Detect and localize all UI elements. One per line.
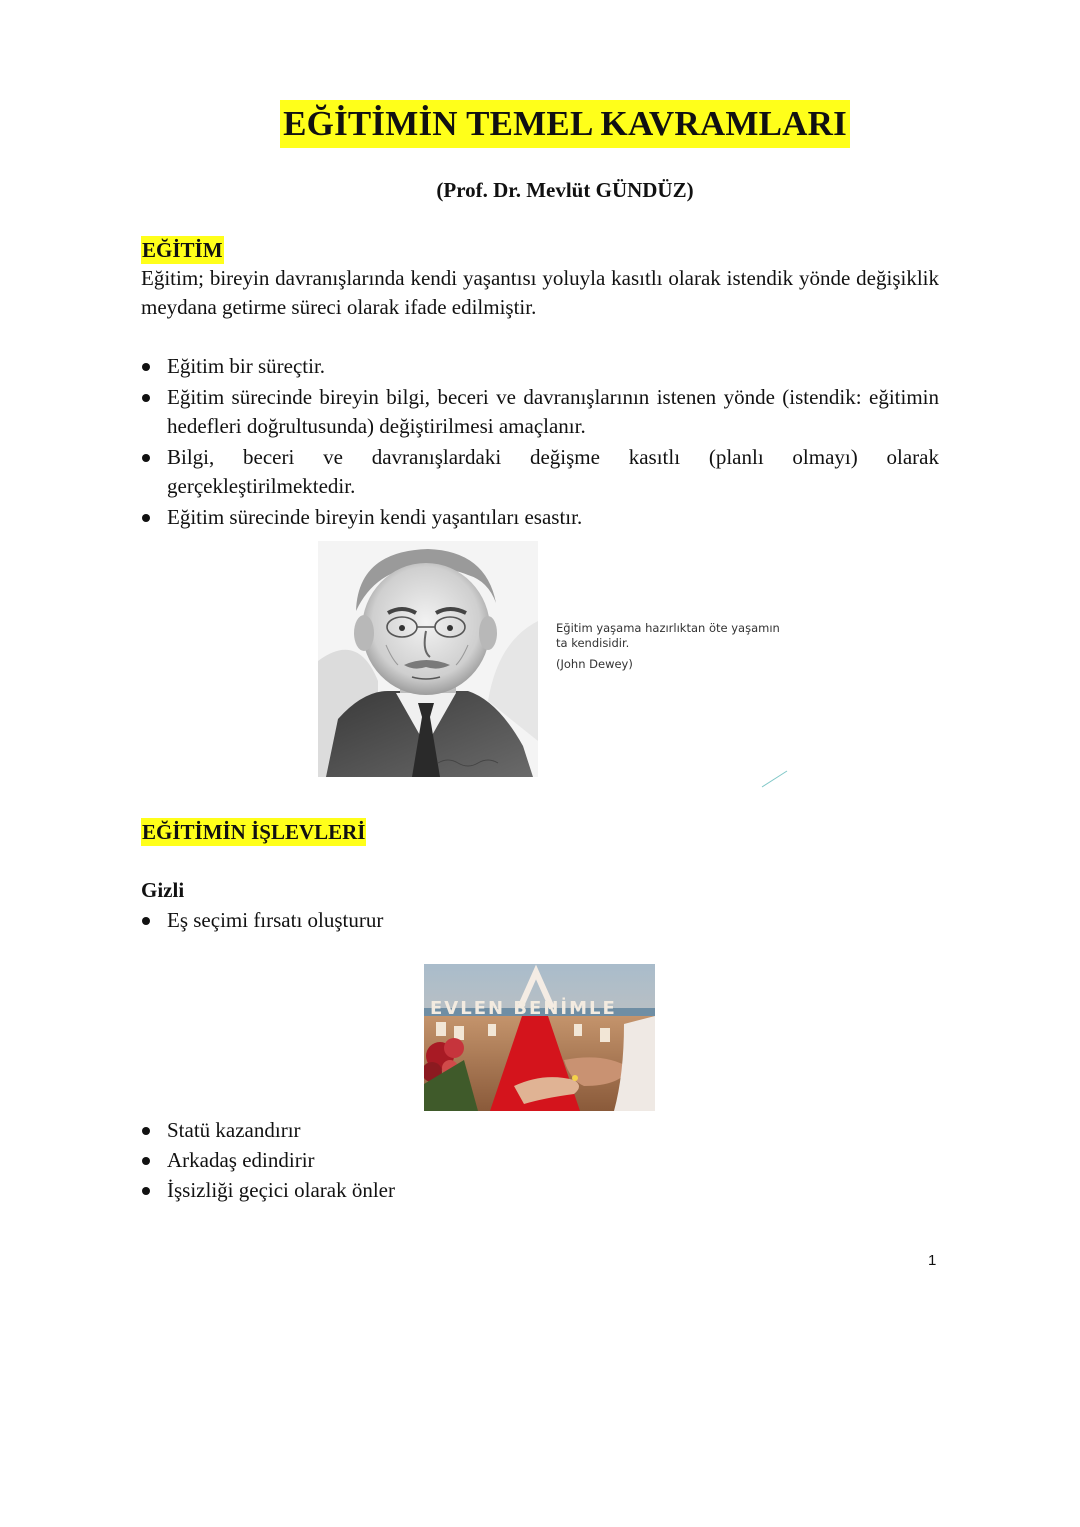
section-heading-egitim: EĞİTİM — [142, 238, 223, 262]
dewey-quote — [556, 621, 786, 672]
gizli-bullet-list-2 — [141, 1116, 939, 1205]
beach-proposal-photo — [424, 964, 655, 1111]
list-item: Arkadaş edindirir — [141, 1146, 939, 1175]
list-item: Eş seçimi fırsatı oluşturur — [141, 906, 939, 935]
photo-sign-text: EVLEN BENİMLE — [430, 998, 617, 1019]
document-title: EĞİTİMİN TEMEL KAVRAMLARI — [280, 100, 850, 148]
quote-source: (John Dewey) — [556, 657, 633, 671]
egitim-bullet-list — [141, 352, 939, 532]
list-item: Eğitim sürecinde bireyin kendi yaşantıları esastır. — [141, 503, 939, 532]
egitim-definition: Eğitim; bireyin davranışlarında kendi yaşantısı yoluyla kasıtlı olarak istendik yönde değişiklik meydana getirme süreci olarak ifade edilmiştir. — [141, 266, 939, 319]
list-item: Eğitim sürecinde bireyin bilgi, beceri ve davranışlarının istenen yönde (istendik: eğitimin hedefleri doğrultusunda) değiştirilmesi amaçlanır. — [141, 383, 939, 441]
gizli-bullet-list-1 — [141, 906, 939, 935]
list-item: Bilgi, beceri ve davranışlardaki değişme kasıtlı (planlı olmayı) olarak gerçekleştirilmektedir. — [141, 443, 939, 501]
john-dewey-portrait — [318, 541, 538, 777]
page-number: 1 — [928, 1252, 937, 1269]
quote-text: Eğitim yaşama hazırlıktan öte yaşamın ta kendisidir. — [556, 621, 780, 650]
section-heading-islevler: EĞİTİMİN İŞLEVLERİ — [142, 820, 366, 844]
subheading-gizli: Gizli — [141, 878, 185, 902]
decorative-stroke — [760, 768, 790, 790]
document-author: (Prof. Dr. Mevlüt GÜNDÜZ) — [436, 178, 694, 202]
list-item: Statü kazandırır — [141, 1116, 939, 1145]
list-item: Eğitim bir süreçtir. — [141, 352, 939, 381]
list-item: İşsizliği geçici olarak önler — [141, 1176, 939, 1205]
